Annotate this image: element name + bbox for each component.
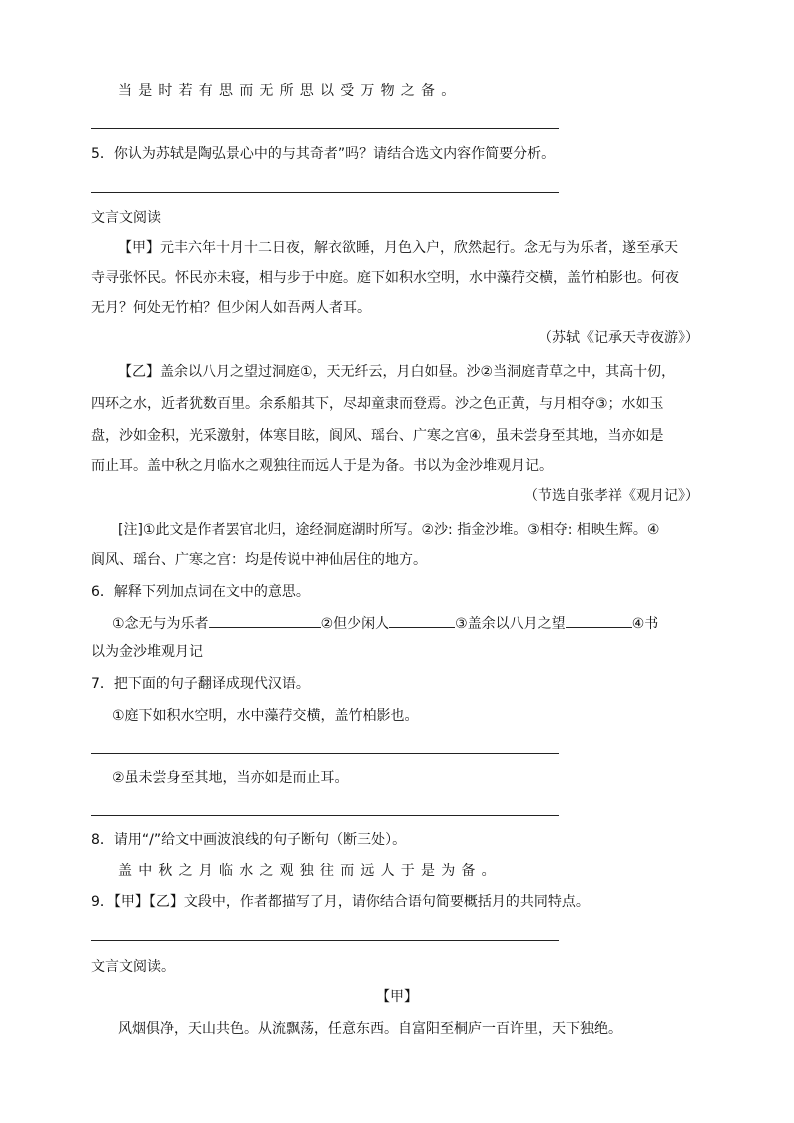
question-8: 8．请用“/”给文中画波浪线的句子断句（断三处）。 (91, 832, 407, 848)
q6-item-1: ①念无与为乐者 (112, 616, 209, 632)
passage-jia-line: 寺寻张怀民。怀民亦未寝，相与步于中庭。庭下如积水空明，水中藻荇交横，盖竹柏影也。何夜 (91, 270, 679, 286)
q6-item-2: ②但少闲人 (320, 616, 390, 632)
q7-sentence-1: ①庭下如积水空明，水中藻荇交横，盖竹柏影也。 (112, 708, 419, 724)
question-7: 7．把下面的句子翻译成现代汉语。 (91, 676, 310, 692)
q6-item-4: ④书 (631, 616, 659, 632)
q7-sentence-2: ②虽未尝身至其地，当亦如是而止耳。 (112, 770, 349, 786)
answer-line (91, 128, 559, 129)
passage-2-line: 风烟俱净，天山共色。从流飘荡，任意东西。自富阳至桐庐一百许里，天下独绝。 (118, 1021, 622, 1037)
passage-yi-line: 【乙】盖余以八月之望过洞庭①，天无纤云，月白如昼。沙②当洞庭青草之中，其高十仞， (118, 364, 676, 380)
q8-sentence: 盖中秋之月临水之观独往而远人于是为备。 (118, 863, 502, 879)
question-9: 9．【甲】【乙】文段中，作者都描写了月，请你结合语句简要概括月的共同特点。 (91, 894, 590, 910)
passage-yi-line: 而止耳。盖中秋之月临水之观独往而远人于是为备。书以为金沙堆观月记。 (91, 458, 553, 474)
q6-blank-3 (566, 612, 632, 628)
section-title: 文言文阅读。 (91, 959, 175, 975)
passage-yi-line: 盘，沙如金积，光采激射，体寒目眩，阆风、瑶台、广寒之宫④，虽未尝身至其地，当亦如是 (91, 428, 664, 444)
question-5: 5．你认为苏轼是陶弘景心中的与其奇者”吗？请结合选文内容作简要分析。 (91, 146, 556, 162)
annotation-line: 阆风、瑶台、广寒之宫：均是传说中神仙居住的地方。 (91, 552, 427, 568)
annotation-line: [注]①此文是作者罢官北归，途经洞庭湖时所写。②沙: 指金沙堆。③相夺: 相映生辉。④ (118, 522, 660, 538)
passage-jia-line: 无月？何处无竹柏？但少闲人如吾两人者耳。 (91, 300, 371, 316)
section-title: 文言文阅读 (91, 210, 161, 226)
q6-item-4-cont: 以为金沙堆观月记 (91, 644, 203, 660)
passage-yi-line: 四环之水，近者犹数百里。余系船其下，尽却童隶而登焉。沙之色正黄，与月相夺③；水如玉 (91, 396, 664, 412)
answer-line (91, 753, 559, 754)
answer-line (91, 192, 559, 193)
passage-2-label: 【甲】 (376, 989, 418, 1005)
question-6-items (112, 612, 658, 634)
passage-jia-source: （苏轼《记承天寺夜游》） (538, 330, 699, 346)
q6-item-3: ③盖余以八月之望 (455, 616, 566, 632)
answer-line (91, 815, 559, 816)
answer-line (91, 940, 559, 941)
passage-yi-source: （节选自张孝祥《观月记》） (524, 488, 699, 504)
practice-sentence: 当是时若有思而无所思以受万物之备。 (118, 83, 462, 99)
question-6: 6．解释下列加点词在文中的意思。 (91, 584, 310, 600)
q6-blank-1 (209, 612, 321, 628)
q6-blank-2 (389, 612, 455, 628)
passage-jia-line: 【甲】元丰六年十月十二日夜，解衣欲睡，月色入户，欣然起行。念无与为乐者，遂至承天 (118, 240, 678, 256)
